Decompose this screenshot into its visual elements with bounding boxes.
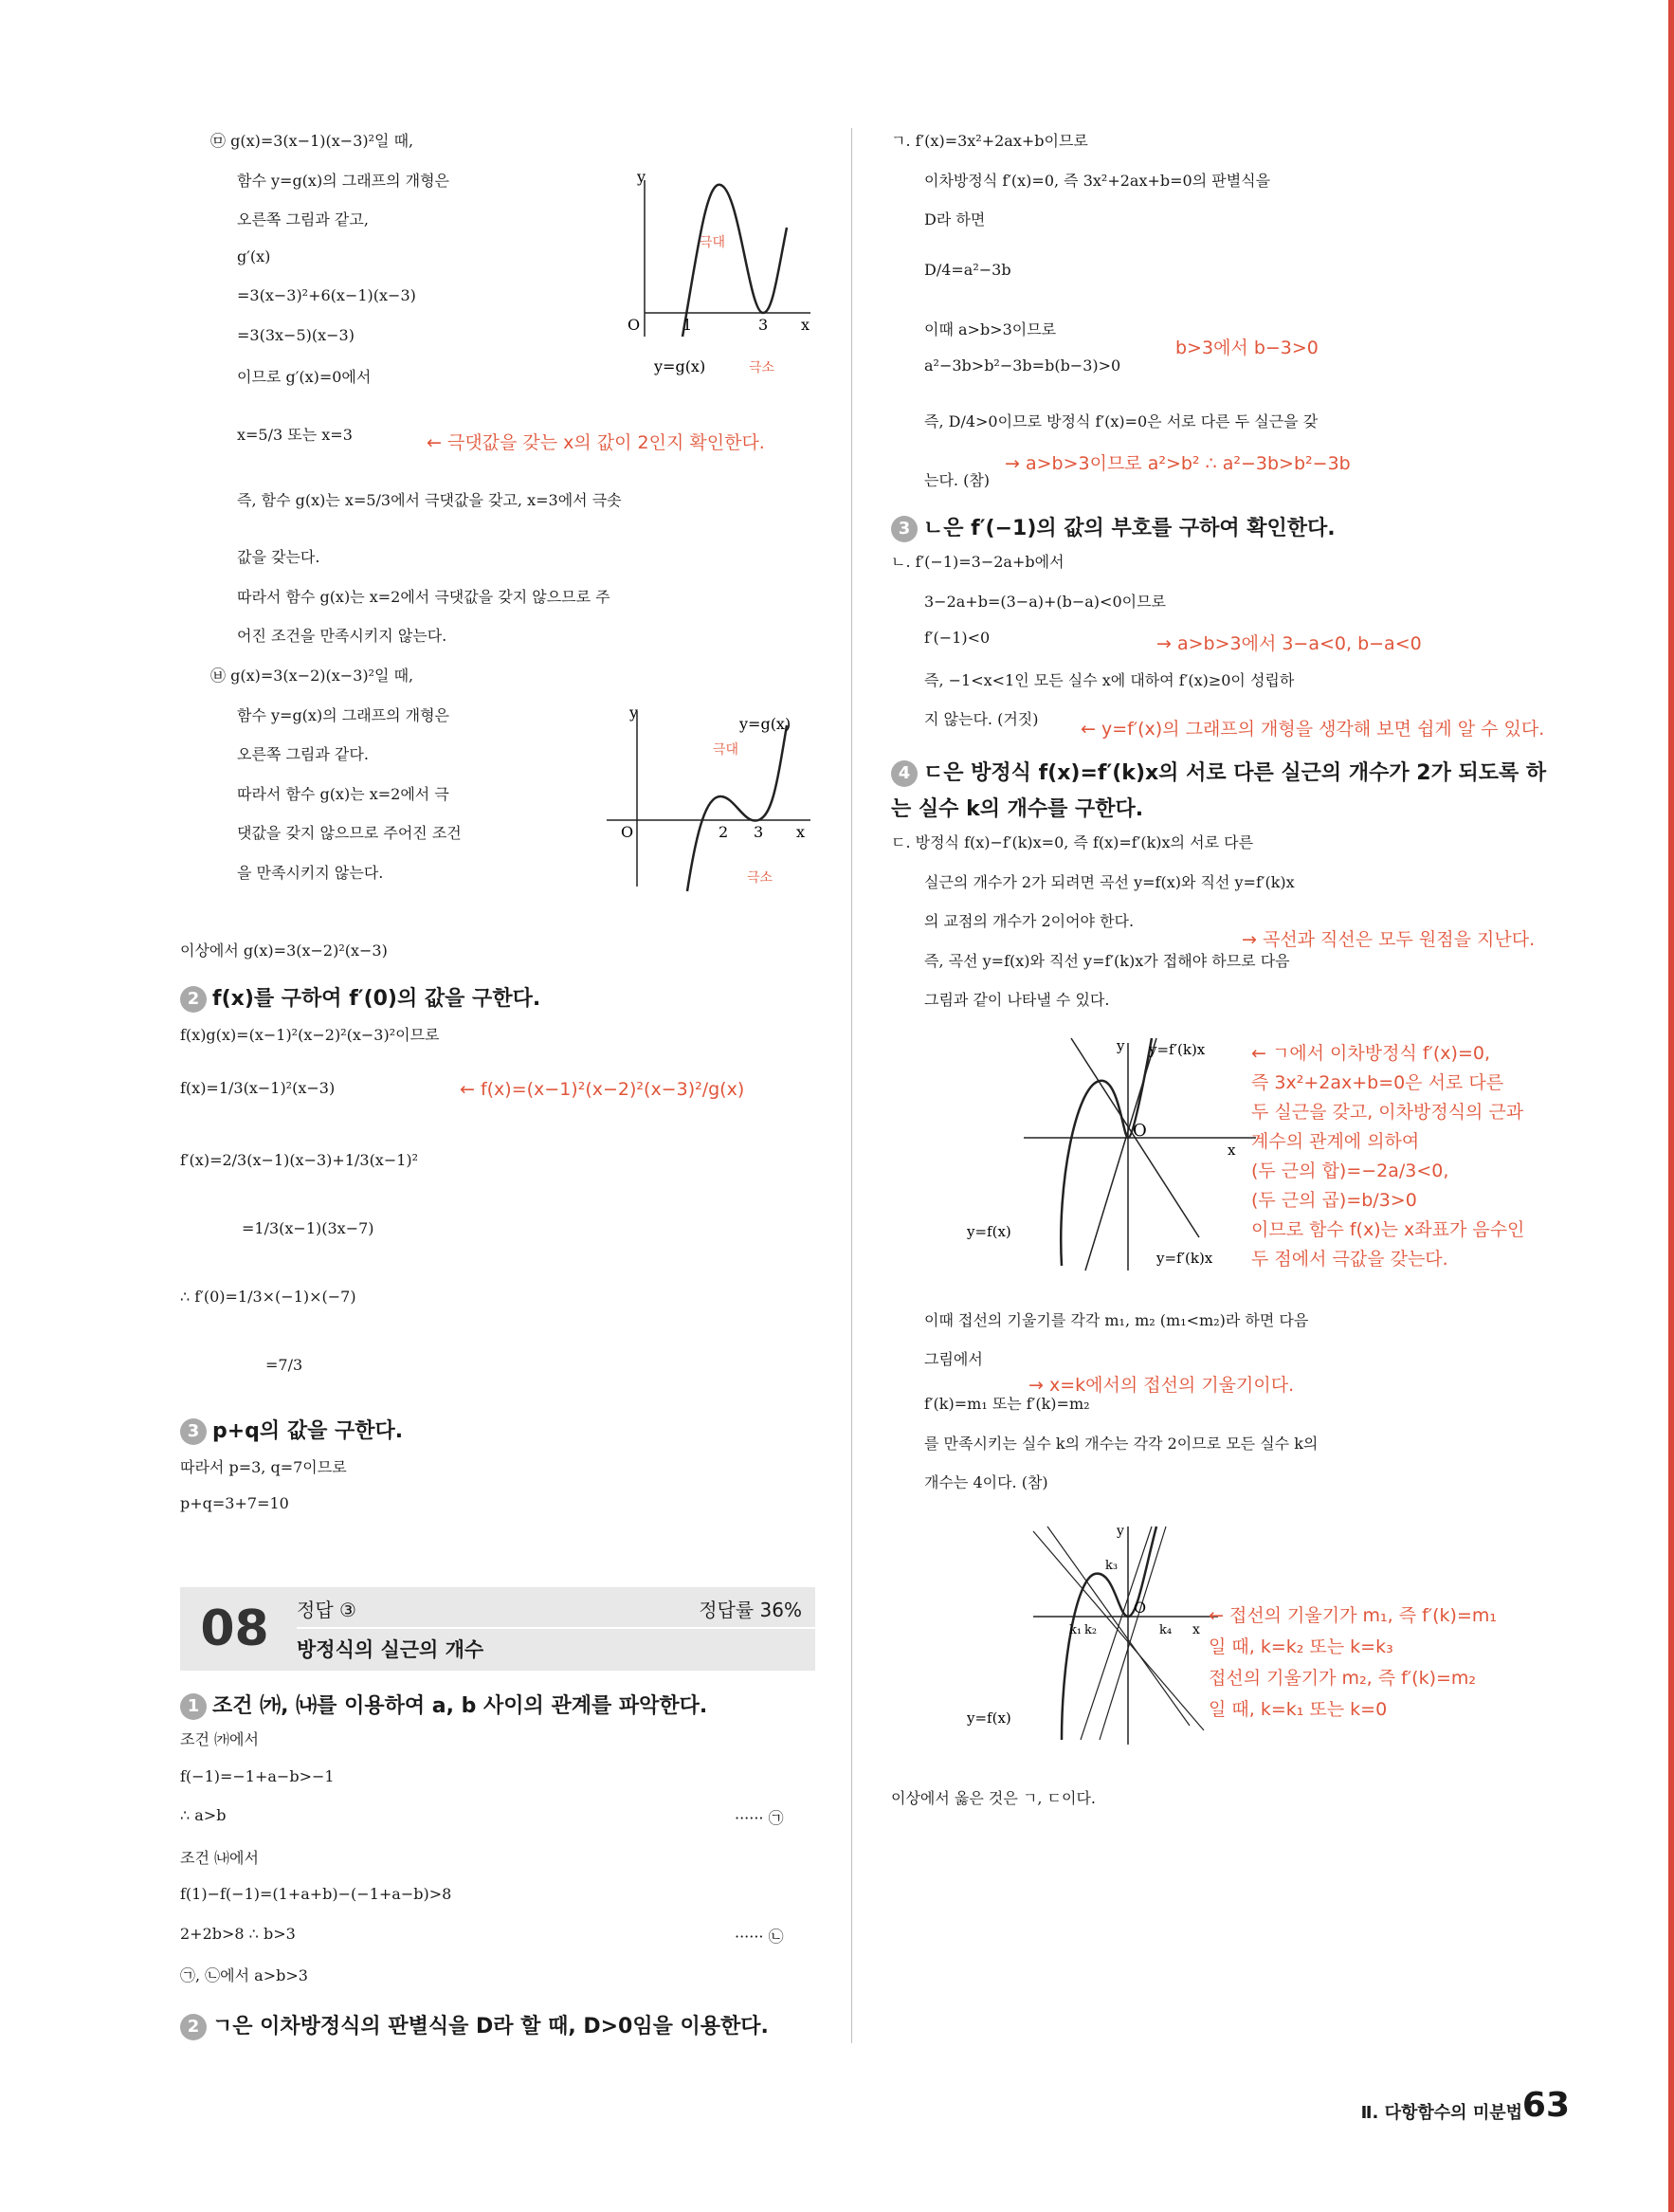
text-line: ∴ a>b	[180, 1806, 227, 1824]
line-label: y=f′(k)x	[1156, 1250, 1213, 1267]
margin-note: b>3에서 b−3>0	[1175, 338, 1319, 358]
equation-tag: ······ ㉠	[735, 1809, 784, 1827]
max-label: 극대	[713, 742, 739, 758]
text-line: 2+2b>8 ∴ b>3	[180, 1925, 296, 1943]
page-number: 63	[1521, 2086, 1570, 2125]
text-line: 실근의 개수가 2가 되려면 곡선 y=f(x)와 직선 y=f′(k)x	[924, 873, 1295, 891]
y-label: y	[637, 171, 646, 186]
x-label: x	[796, 823, 806, 841]
text-line: f′(−1)<0	[924, 629, 991, 647]
chapter-label: Ⅱ. 다항함수의 미분법	[1360, 2103, 1522, 2123]
tangent-line	[1033, 1531, 1204, 1730]
step-hint	[180, 982, 540, 1013]
text-line: ㄴ. f′(−1)=3−2a+b에서	[891, 553, 1064, 571]
text-line: 댓값을 갖지 않으므로 주어진 조건	[237, 824, 462, 842]
text-line: 즉, 함수 g(x)는 x=5/3에서 극댓값을 갖고, x=3에서 극솟	[237, 491, 622, 509]
answer-row	[297, 1593, 815, 1629]
text-line: 이때 접선의 기울기를 각각 m₁, m₂ (m₁<m₂)라 하면 다음	[924, 1311, 1309, 1329]
origin-label: O	[1134, 1599, 1147, 1617]
k-label: k₂	[1084, 1623, 1098, 1637]
x-label: x	[1228, 1142, 1236, 1159]
step-hint	[180, 2010, 769, 2040]
min-label: 극소	[747, 870, 773, 886]
text-line: =1/3(x−1)(3x−7)	[242, 1219, 374, 1237]
text-line: 조건 ㈎에서	[180, 1730, 259, 1748]
text-line: f(x)g(x)=(x−1)²(x−2)²(x−3)²이므로	[180, 1026, 440, 1044]
column-divider	[851, 128, 852, 2043]
note-line: ← ㄱ에서 이차방정식 f′(x)=0,	[1251, 1043, 1490, 1064]
graph-g-case6	[607, 706, 815, 896]
tick-label: 1	[682, 316, 693, 334]
text-line: 즉, 곡선 y=f(x)와 직선 y=f′(k)x가 접해야 하므로 다음	[924, 952, 1290, 970]
x-label: x	[801, 316, 810, 334]
text-line: f(−1)=−1+a−b>−1	[180, 1767, 335, 1785]
tick-label: 3	[758, 316, 769, 334]
text-line: 함수 y=g(x)의 그래프의 개형은	[237, 706, 450, 724]
k-label: k₄	[1159, 1623, 1173, 1637]
note-line: 두 점에서 극값을 갖는다.	[1251, 1249, 1448, 1270]
note-line: 두 실근을 갖고, 이차방정식의 근과	[1251, 1102, 1524, 1123]
text-line: f(x)=1/3(x−1)²(x−3)	[180, 1079, 336, 1097]
step-number: 2	[180, 986, 207, 1013]
graph-tangent-lines	[967, 1033, 1270, 1280]
y-label: y	[1117, 1037, 1125, 1054]
step-number: 1	[180, 1693, 207, 1720]
tick-label: 3	[754, 823, 764, 841]
step-text: ㄴ은 f′(−1)의 값의 부호를 구하여 확인한다.	[923, 517, 1336, 540]
margin-note: → x=k에서의 접선의 기울기이다.	[1028, 1375, 1295, 1396]
curve-label: y=f(x)	[967, 1223, 1011, 1240]
margin-note: → a>b>3에서 3−a<0, b−a<0	[1156, 633, 1422, 654]
origin-label: O	[1133, 1121, 1147, 1141]
step-number: 3	[891, 516, 918, 542]
graph-tangent-k	[967, 1522, 1232, 1749]
f-curve	[1061, 1038, 1152, 1266]
answer-label: 정답 ③	[297, 1599, 356, 1621]
step-hint-cont: 는 실수 k의 개수를 구한다.	[891, 797, 1144, 821]
origin-label: O	[628, 316, 641, 334]
text-line: 따라서 p=3, q=7이므로	[180, 1458, 347, 1476]
note-line: 일 때, k=k₂ 또는 k=k₃	[1209, 1636, 1393, 1657]
text-line: 3−2a+b=(3−a)+(b−a)<0이므로	[924, 593, 1167, 611]
note-line: 계수의 관계에 의하여	[1251, 1131, 1420, 1152]
text-line: 함수 y=g(x)의 그래프의 개형은	[237, 172, 450, 190]
text-line: D/4=a²−3b	[924, 261, 1011, 279]
text-line: p+q=3+7=10	[180, 1494, 289, 1512]
text-line: 즉, −1<x<1인 모든 실수 x에 대하여 f′(x)≥0이 성립하	[924, 671, 1295, 689]
origin-label: O	[621, 823, 634, 841]
k-label: k₃	[1105, 1559, 1119, 1573]
line-label: y=f′(k)x	[1149, 1041, 1206, 1058]
step-text: 조건 ㈎, ㈏를 이용하여 a, b 사이의 관계를 파악한다.	[212, 1694, 708, 1718]
step-text: ㄷ은 방정식 f(x)=f′(k)x의 서로 다른 실근의 개수가 2가 되도록 하	[923, 761, 1547, 785]
text-line: 이때 a>b>3이므로	[924, 320, 1057, 338]
text-line: 이상에서 옳은 것은 ㄱ, ㄷ이다.	[891, 1789, 1096, 1807]
step-hint	[891, 512, 1336, 542]
y-label: y	[629, 706, 639, 722]
note-line: ← 접선의 기울기가 m₁, 즉 f′(k)=m₁	[1209, 1605, 1497, 1626]
text-line: f′(x)=2/3(x−1)(x−3)+1/3(x−1)²	[180, 1151, 419, 1169]
text-line: f′(k)=m₁ 또는 f′(k)=m₂	[924, 1395, 1090, 1413]
note-line: 이므로 함수 f(x)는 x좌표가 음수인	[1251, 1219, 1525, 1240]
step-hint	[180, 1690, 707, 1720]
note-line: (두 근의 곱)=b/3>0	[1251, 1190, 1417, 1211]
page-edge-bar	[1668, 0, 1674, 2212]
text-line: 지 않는다. (거짓)	[924, 710, 1039, 728]
text-line: 그림에서	[924, 1350, 983, 1368]
text-line: 이차방정식 f′(x)=0, 즉 3x²+2ax+b=0의 판별식을	[924, 172, 1271, 190]
margin-note: → 곡선과 직선은 모두 원점을 지난다.	[1242, 929, 1536, 950]
text-line: ㄷ. 방정식 f(x)−f′(k)x=0, 즉 f(x)=f′(k)x의 서로 다른	[891, 833, 1254, 851]
text-line: 를 만족시키는 실수 k의 개수는 각각 2이므로 모든 실수 k의	[924, 1435, 1319, 1453]
note-line: 일 때, k=k₁ 또는 k=0	[1209, 1699, 1388, 1720]
step-hint	[891, 757, 1546, 787]
g-curve	[682, 185, 787, 337]
margin-note: ← y=f′(x)의 그래프의 개형을 생각해 보면 쉽게 알 수 있다.	[1081, 719, 1545, 740]
min-label: 극소	[749, 360, 775, 375]
step-hint	[180, 1415, 403, 1445]
text-line: =7/3	[265, 1356, 303, 1374]
text-line: 개수는 4이다. (참)	[924, 1473, 1048, 1491]
problem-number: 08	[200, 1600, 269, 1657]
step-number: 3	[180, 1418, 207, 1445]
text-line: 조건 ㈏에서	[180, 1849, 259, 1867]
curve-label: y=g(x)	[654, 357, 706, 375]
text-line: a²−3b>b²−3b=b(b−3)>0	[924, 356, 1121, 375]
text-line: ㉥ g(x)=3(x−2)(x−3)²일 때,	[210, 667, 414, 685]
problem-title: 방정식의 실근의 개수	[297, 1638, 484, 1661]
text-line: 따라서 함수 g(x)는 x=2에서 극댓값을 갖지 않으므로 주	[237, 588, 610, 606]
text-line: 을 만족시키지 않는다.	[237, 864, 384, 882]
step-text: ㄱ은 이차방정식의 판별식을 D라 할 때, D>0임을 이용한다.	[212, 2015, 769, 2038]
text-line: 오른쪽 그림과 같고,	[237, 210, 369, 229]
step-text: p+q의 값을 구한다.	[212, 1419, 404, 1443]
problem-08-header	[180, 1587, 815, 1671]
y-label: y	[1117, 1524, 1124, 1539]
text-line: D라 하면	[924, 210, 986, 229]
step-number: 4	[891, 760, 918, 787]
text-line: 오른쪽 그림과 같다.	[237, 745, 369, 763]
note-line: 즉 3x²+2ax+b=0은 서로 다른	[1251, 1072, 1504, 1093]
margin-note: → a>b>3이므로 a²>b² ∴ a²−3b>b²−3b	[1005, 453, 1351, 474]
step-number: 2	[180, 2014, 207, 2040]
note-line: (두 근의 합)=−2a/3<0,	[1251, 1161, 1449, 1181]
text-line: 이므로 g′(x)=0에서	[237, 368, 372, 386]
text-line: 어진 조건을 만족시키지 않는다.	[237, 627, 447, 645]
text-line: ㄱ. f′(x)=3x²+2ax+b이므로	[891, 132, 1088, 150]
margin-note: ← 극댓값을 갖는 x의 값이 2인지 확인한다.	[427, 432, 765, 453]
correct-rate: 정답률 36%	[699, 1599, 802, 1621]
step-text: f(x)를 구하여 f′(0)의 값을 구한다.	[212, 987, 541, 1011]
text-line: x=5/3 또는 x=3	[237, 426, 353, 444]
text-line: 이상에서 g(x)=3(x−2)²(x−3)	[180, 941, 388, 960]
x-label: x	[1192, 1622, 1200, 1637]
max-label: 극대	[700, 235, 726, 250]
text-line: 즉, D/4>0이므로 방정식 f′(x)=0은 서로 다른 두 실근을 갖	[924, 412, 1319, 430]
margin-note: ← f(x)=(x−1)²(x−2)²(x−3)²/g(x)	[460, 1079, 745, 1100]
text-line: g′(x)	[237, 247, 271, 265]
text-line: ∴ f′(0)=1/3×(−1)×(−7)	[180, 1288, 356, 1306]
text-line: 따라서 함수 g(x)는 x=2에서 극	[237, 785, 449, 803]
k-label: k₁	[1069, 1623, 1083, 1637]
text-line: =3(x−3)²+6(x−1)(x−3)	[237, 286, 416, 304]
text-line: =3(3x−5)(x−3)	[237, 326, 355, 344]
text-line: f(1)−f(−1)=(1+a+b)−(−1+a−b)>8	[180, 1885, 452, 1903]
curve-label: y=g(x)	[739, 715, 792, 733]
text-line: 는다. (참)	[924, 471, 991, 489]
text-line: 의 교점의 개수가 2이어야 한다.	[924, 912, 1135, 930]
text-line: 그림과 같이 나타낼 수 있다.	[924, 991, 1110, 1009]
graph-g-case5	[607, 171, 815, 389]
tick-label: 2	[719, 823, 729, 841]
text-line: 값을 갖는다.	[237, 548, 320, 566]
text-line: ㉠, ㉡에서 a>b>3	[180, 1966, 308, 1984]
margin-note-block	[1251, 1039, 1524, 1274]
text-line: ㉤ g(x)=3(x−1)(x−3)²일 때,	[210, 132, 414, 150]
equation-tag: ······ ㉡	[735, 1928, 784, 1946]
margin-note-block	[1209, 1600, 1497, 1726]
curve-label: y=f(x)	[967, 1709, 1011, 1727]
note-line: 접선의 기울기가 m₂, 즉 f′(k)=m₂	[1209, 1668, 1477, 1689]
